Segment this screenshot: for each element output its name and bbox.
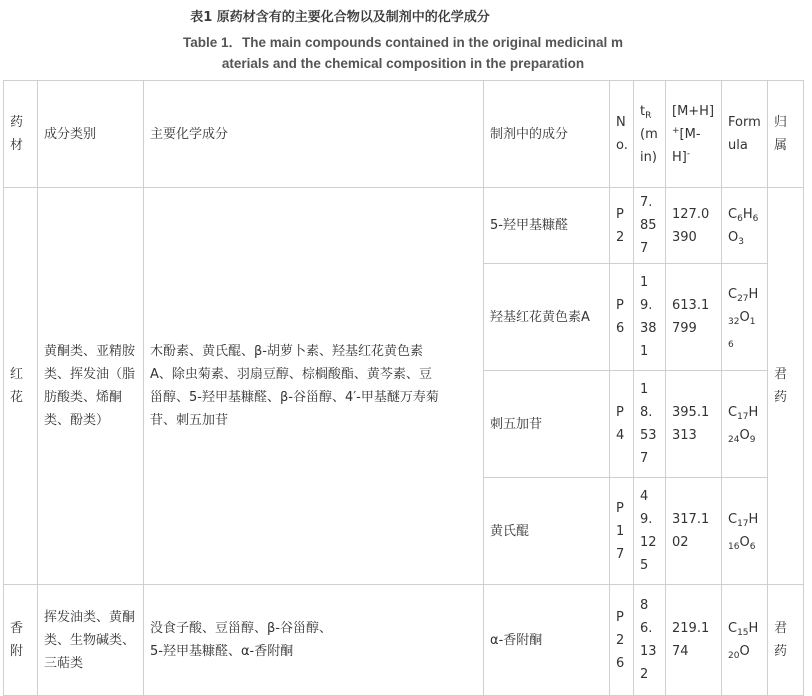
formula-subscript: 6	[752, 213, 759, 224]
compound-no-cell: P4	[610, 371, 634, 478]
formula-element: O	[739, 535, 750, 550]
formula-element: C	[728, 621, 738, 636]
header-category: 成分类别	[38, 81, 144, 188]
formula-element: C	[728, 286, 738, 302]
header-role: 归属	[768, 81, 804, 188]
header-herb: 药材	[4, 81, 38, 188]
compound-no-cell: P26	[610, 585, 634, 696]
category-cell: 挥发油类、黄酮类、生物碱类、三萜类	[38, 585, 144, 696]
formula-element: O	[739, 309, 750, 325]
formula-element: O	[728, 229, 739, 245]
header-retention-time: $t_R(\min)$	[634, 81, 666, 188]
retention-time-cell: 49.125	[634, 478, 666, 585]
prep-component-cell: 刺五加苷	[484, 371, 610, 478]
compound-no-cell: P6	[610, 264, 634, 371]
formula-subscript: 20	[728, 651, 740, 661]
formula-subscript: 16	[728, 542, 740, 552]
formula-element: C	[728, 206, 738, 222]
formula-subscript: 6	[749, 542, 756, 552]
header-main-components: 主要化学成分	[144, 81, 484, 188]
compounds-table	[3, 80, 804, 696]
table-title-chinese: 表1 原药材含有的主要化合物以及制剂中的化学成分	[190, 10, 490, 25]
formula-subscript: 16	[728, 316, 756, 350]
table-title-english	[0, 32, 806, 74]
formula-subscript: 17	[737, 519, 749, 529]
main-components-cell: 没食子酸、豆甾醇、β-谷甾醇、 5-羟甲基糠醛、α-香附酮	[144, 585, 484, 696]
formula-cell	[722, 478, 768, 585]
formula-element: O	[739, 428, 750, 443]
formula-cell	[722, 585, 768, 696]
formula-subscript: 9	[749, 435, 756, 445]
table-row	[4, 188, 804, 264]
formula-element: H	[748, 286, 759, 302]
formula-element: C	[728, 405, 738, 420]
prep-component-cell: 羟基红花黄色素A	[484, 264, 610, 371]
formula-element: H	[748, 512, 759, 527]
header-row	[4, 81, 804, 188]
formula-cell	[722, 371, 768, 478]
header-prep-components: 制剂中的成分	[484, 81, 610, 188]
formula-subscript: 24	[728, 435, 740, 445]
prep-component-cell: 5-羟甲基糠醛	[484, 188, 610, 264]
formula-subscript: 32	[728, 316, 740, 327]
formula-cell	[722, 188, 768, 264]
table-title-english-line1: Table 1．The main compounds contained in the original medicinal m	[182, 35, 624, 50]
retention-time-cell: 19.381	[634, 264, 666, 371]
herb-cell: 香附	[4, 585, 38, 696]
retention-time-cell: 7.857	[634, 188, 666, 264]
formula-element: H	[748, 621, 759, 636]
formula-cell	[722, 264, 768, 371]
prep-component-cell: α-香附酮	[484, 585, 610, 696]
formula-subscript: 6	[737, 213, 743, 224]
compound-no-cell: P2	[610, 188, 634, 264]
retention-time-cell: 86.132	[634, 585, 666, 696]
formula-subscript: 27	[737, 293, 749, 304]
table-row	[4, 585, 804, 696]
main-components-cell: 木酚素、黄氏醌、β-胡萝卜素、羟基红花黄色素 A、除虫菊素、羽扇豆醇、棕榈酸酯、黄芩素、豆 甾醇、5-羟甲基糠醛、β-谷甾醇、4′-甲基醚万寿菊 苷、刺五加苷	[144, 188, 484, 585]
formula-element: C	[728, 512, 738, 527]
mz-cell: 219.174	[666, 585, 722, 696]
category-cell: 黄酮类、亚精胺类、挥发油（脂肪酸类、烯酮类、酚类）	[38, 188, 144, 585]
header-formula: Formula	[722, 81, 768, 188]
compound-no-cell: P17	[610, 478, 634, 585]
role-cell: 君药	[768, 188, 804, 585]
header-mz: [M+H]+[M-H]-	[666, 81, 722, 188]
formula-subscript: 3	[738, 236, 744, 247]
header-no: No.	[610, 81, 634, 188]
prep-component-cell: 黄氏醌	[484, 478, 610, 585]
table-title-english-line2: aterials and the chemical composition in the preparation	[221, 56, 585, 71]
mz-cell: 127.0390	[666, 188, 722, 264]
formula-subscript: 15	[737, 628, 749, 638]
retention-time-cell: 18.537	[634, 371, 666, 478]
role-cell: 君药	[768, 585, 804, 696]
formula-element: O	[739, 644, 750, 659]
mz-cell: 613.1799	[666, 264, 722, 371]
formula-element: H	[748, 405, 759, 420]
formula-element: H	[742, 206, 753, 222]
mz-cell: 395.1313	[666, 371, 722, 478]
formula-subscript: 17	[737, 412, 749, 422]
herb-cell: 红花	[4, 188, 38, 585]
mz-cell: 317.102	[666, 478, 722, 585]
